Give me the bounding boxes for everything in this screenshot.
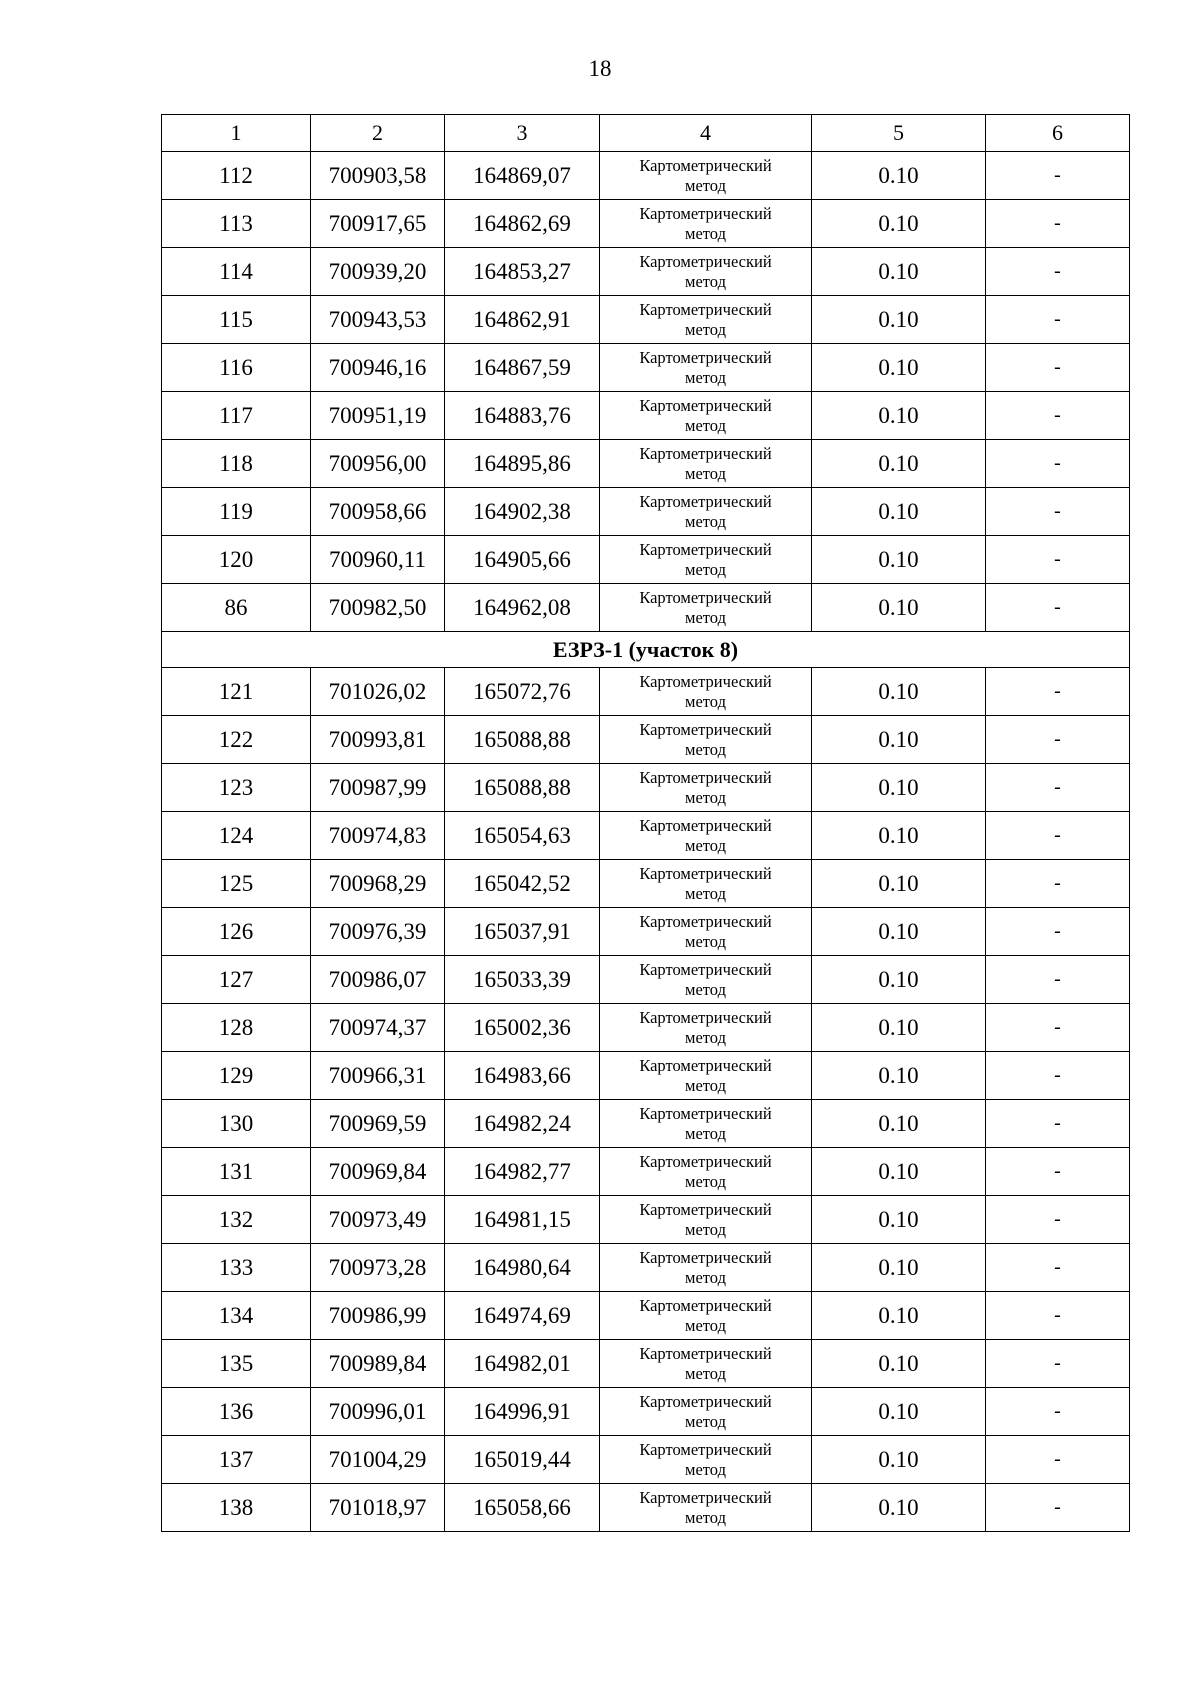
table-row xyxy=(162,860,1130,908)
section-title: ЕЗРЗ-1 (участок 8) xyxy=(162,632,1130,668)
x-coordinate: 700993,81 xyxy=(311,716,445,764)
accuracy-value: 0.10 xyxy=(812,1004,986,1052)
table-row xyxy=(162,296,1130,344)
method-text: метод xyxy=(685,931,726,951)
coordinates-table xyxy=(161,114,1130,1532)
method-text: метод xyxy=(685,1219,726,1239)
y-coordinate: 164980,64 xyxy=(445,1244,600,1292)
y-coordinate: 164974,69 xyxy=(445,1292,600,1340)
method-cell xyxy=(600,1196,812,1244)
note-value: - xyxy=(986,908,1130,956)
y-coordinate: 164905,66 xyxy=(445,536,600,584)
y-coordinate: 164853,27 xyxy=(445,248,600,296)
table-row xyxy=(162,200,1130,248)
accuracy-value: 0.10 xyxy=(812,1292,986,1340)
method-text: Картометрический xyxy=(639,1439,772,1459)
note-value: - xyxy=(986,1292,1130,1340)
accuracy-value: 0.10 xyxy=(812,392,986,440)
y-coordinate: 164867,59 xyxy=(445,344,600,392)
point-number: 132 xyxy=(162,1196,311,1244)
note-value: - xyxy=(986,1004,1130,1052)
method-text: Картометрический xyxy=(639,1391,772,1411)
method-text: метод xyxy=(685,559,726,579)
accuracy-value: 0.10 xyxy=(812,956,986,1004)
x-coordinate: 700956,00 xyxy=(311,440,445,488)
section-row xyxy=(162,632,1130,668)
method-text: Картометрический xyxy=(639,1247,772,1267)
x-coordinate: 700974,83 xyxy=(311,812,445,860)
point-number: 115 xyxy=(162,296,311,344)
x-coordinate: 700951,19 xyxy=(311,392,445,440)
x-coordinate: 700968,29 xyxy=(311,860,445,908)
table-row xyxy=(162,764,1130,812)
column-header: 6 xyxy=(986,115,1130,152)
note-value: - xyxy=(986,716,1130,764)
point-number: 122 xyxy=(162,716,311,764)
table-row xyxy=(162,956,1130,1004)
x-coordinate: 700966,31 xyxy=(311,1052,445,1100)
method-cell xyxy=(600,344,812,392)
point-number: 136 xyxy=(162,1388,311,1436)
accuracy-value: 0.10 xyxy=(812,440,986,488)
method-text: Картометрический xyxy=(639,671,772,691)
table-row xyxy=(162,1100,1130,1148)
method-text: метод xyxy=(685,511,726,531)
method-cell xyxy=(600,200,812,248)
y-coordinate: 165054,63 xyxy=(445,812,600,860)
table-row xyxy=(162,1148,1130,1196)
x-coordinate: 700958,66 xyxy=(311,488,445,536)
method-text: метод xyxy=(685,463,726,483)
method-cell xyxy=(600,812,812,860)
table-row xyxy=(162,536,1130,584)
y-coordinate: 165042,52 xyxy=(445,860,600,908)
table-row xyxy=(162,1244,1130,1292)
method-text: метод xyxy=(685,787,726,807)
method-text: Картометрический xyxy=(639,719,772,739)
accuracy-value: 0.10 xyxy=(812,716,986,764)
column-header: 4 xyxy=(600,115,812,152)
method-text: метод xyxy=(685,175,726,195)
accuracy-value: 0.10 xyxy=(812,200,986,248)
y-coordinate: 164982,01 xyxy=(445,1340,600,1388)
point-number: 123 xyxy=(162,764,311,812)
x-coordinate: 701004,29 xyxy=(311,1436,445,1484)
method-text: Картометрический xyxy=(639,443,772,463)
page-number: 18 xyxy=(588,56,612,81)
note-value: - xyxy=(986,1244,1130,1292)
method-text: Картометрический xyxy=(639,299,772,319)
method-text: Картометрический xyxy=(639,1007,772,1027)
method-cell xyxy=(600,1244,812,1292)
method-text: метод xyxy=(685,1507,726,1527)
note-value: - xyxy=(986,440,1130,488)
note-value: - xyxy=(986,1388,1130,1436)
y-coordinate: 164996,91 xyxy=(445,1388,600,1436)
y-coordinate: 164883,76 xyxy=(445,392,600,440)
method-text: метод xyxy=(685,1363,726,1383)
method-cell xyxy=(600,1388,812,1436)
point-number: 120 xyxy=(162,536,311,584)
x-coordinate: 700989,84 xyxy=(311,1340,445,1388)
method-text: Картометрический xyxy=(639,815,772,835)
x-coordinate: 700969,84 xyxy=(311,1148,445,1196)
accuracy-value: 0.10 xyxy=(812,344,986,392)
table-row xyxy=(162,812,1130,860)
accuracy-value: 0.10 xyxy=(812,1148,986,1196)
table-row xyxy=(162,668,1130,716)
point-number: 129 xyxy=(162,1052,311,1100)
method-text: метод xyxy=(685,1123,726,1143)
y-coordinate: 164981,15 xyxy=(445,1196,600,1244)
method-cell xyxy=(600,956,812,1004)
accuracy-value: 0.10 xyxy=(812,812,986,860)
method-text: Картометрический xyxy=(639,1055,772,1075)
method-text: метод xyxy=(685,691,726,711)
method-text: Картометрический xyxy=(639,1487,772,1507)
method-text: Картометрический xyxy=(639,1343,772,1363)
column-header-row xyxy=(162,115,1130,152)
method-cell xyxy=(600,668,812,716)
table-row xyxy=(162,344,1130,392)
note-value: - xyxy=(986,488,1130,536)
method-cell xyxy=(600,764,812,812)
accuracy-value: 0.10 xyxy=(812,1388,986,1436)
column-header: 5 xyxy=(812,115,986,152)
x-coordinate: 700960,11 xyxy=(311,536,445,584)
accuracy-value: 0.10 xyxy=(812,1052,986,1100)
method-text: Картометрический xyxy=(639,491,772,511)
method-text: Картометрический xyxy=(639,1103,772,1123)
x-coordinate: 700917,65 xyxy=(311,200,445,248)
point-number: 128 xyxy=(162,1004,311,1052)
point-number: 127 xyxy=(162,956,311,1004)
table-row xyxy=(162,1004,1130,1052)
accuracy-value: 0.10 xyxy=(812,296,986,344)
note-value: - xyxy=(986,1148,1130,1196)
note-value: - xyxy=(986,1340,1130,1388)
accuracy-value: 0.10 xyxy=(812,584,986,632)
y-coordinate: 164902,38 xyxy=(445,488,600,536)
accuracy-value: 0.10 xyxy=(812,1436,986,1484)
note-value: - xyxy=(986,392,1130,440)
accuracy-value: 0.10 xyxy=(812,1196,986,1244)
note-value: - xyxy=(986,1436,1130,1484)
x-coordinate: 700946,16 xyxy=(311,344,445,392)
y-coordinate: 164895,86 xyxy=(445,440,600,488)
x-coordinate: 700973,28 xyxy=(311,1244,445,1292)
x-coordinate: 701018,97 xyxy=(311,1484,445,1532)
x-coordinate: 700976,39 xyxy=(311,908,445,956)
accuracy-value: 0.10 xyxy=(812,152,986,200)
table-row xyxy=(162,908,1130,956)
method-cell xyxy=(600,584,812,632)
note-value: - xyxy=(986,956,1130,1004)
method-text: Картометрический xyxy=(639,1151,772,1171)
method-cell xyxy=(600,908,812,956)
accuracy-value: 0.10 xyxy=(812,860,986,908)
table-row xyxy=(162,1340,1130,1388)
method-text: Картометрический xyxy=(639,863,772,883)
column-header: 3 xyxy=(445,115,600,152)
column-header: 2 xyxy=(311,115,445,152)
point-number: 131 xyxy=(162,1148,311,1196)
method-cell xyxy=(600,1340,812,1388)
method-text: метод xyxy=(685,319,726,339)
accuracy-value: 0.10 xyxy=(812,1340,986,1388)
method-text: метод xyxy=(685,223,726,243)
method-text: метод xyxy=(685,739,726,759)
point-number: 138 xyxy=(162,1484,311,1532)
method-text: метод xyxy=(685,1315,726,1335)
table-row xyxy=(162,392,1130,440)
note-value: - xyxy=(986,1100,1130,1148)
point-number: 134 xyxy=(162,1292,311,1340)
method-text: метод xyxy=(685,367,726,387)
method-text: метод xyxy=(685,415,726,435)
note-value: - xyxy=(986,152,1130,200)
point-number: 86 xyxy=(162,584,311,632)
point-number: 114 xyxy=(162,248,311,296)
table-row xyxy=(162,1388,1130,1436)
accuracy-value: 0.10 xyxy=(812,488,986,536)
point-number: 117 xyxy=(162,392,311,440)
method-text: Картометрический xyxy=(639,587,772,607)
method-text: метод xyxy=(685,883,726,903)
point-number: 125 xyxy=(162,860,311,908)
accuracy-value: 0.10 xyxy=(812,668,986,716)
method-text: Картометрический xyxy=(639,959,772,979)
table-row xyxy=(162,248,1130,296)
x-coordinate: 700939,20 xyxy=(311,248,445,296)
method-text: Картометрический xyxy=(639,395,772,415)
method-text: Картометрический xyxy=(639,347,772,367)
method-cell xyxy=(600,392,812,440)
y-coordinate: 164962,08 xyxy=(445,584,600,632)
method-text: метод xyxy=(685,607,726,627)
x-coordinate: 700974,37 xyxy=(311,1004,445,1052)
method-text: метод xyxy=(685,979,726,999)
accuracy-value: 0.10 xyxy=(812,248,986,296)
method-text: метод xyxy=(685,1171,726,1191)
accuracy-value: 0.10 xyxy=(812,1484,986,1532)
table-row xyxy=(162,152,1130,200)
method-cell xyxy=(600,1052,812,1100)
method-cell xyxy=(600,1484,812,1532)
method-text: метод xyxy=(685,835,726,855)
y-coordinate: 165002,36 xyxy=(445,1004,600,1052)
method-text: Картометрический xyxy=(639,1199,772,1219)
x-coordinate: 700943,53 xyxy=(311,296,445,344)
table-row xyxy=(162,1052,1130,1100)
method-text: Картометрический xyxy=(639,911,772,931)
x-coordinate: 700986,07 xyxy=(311,956,445,1004)
y-coordinate: 165088,88 xyxy=(445,764,600,812)
x-coordinate: 700973,49 xyxy=(311,1196,445,1244)
point-number: 121 xyxy=(162,668,311,716)
y-coordinate: 165088,88 xyxy=(445,716,600,764)
table-row xyxy=(162,1484,1130,1532)
note-value: - xyxy=(986,200,1130,248)
note-value: - xyxy=(986,764,1130,812)
table-row xyxy=(162,716,1130,764)
point-number: 116 xyxy=(162,344,311,392)
accuracy-value: 0.10 xyxy=(812,1100,986,1148)
note-value: - xyxy=(986,1196,1130,1244)
x-coordinate: 700969,59 xyxy=(311,1100,445,1148)
point-number: 130 xyxy=(162,1100,311,1148)
note-value: - xyxy=(986,1052,1130,1100)
x-coordinate: 700996,01 xyxy=(311,1388,445,1436)
table-row xyxy=(162,1436,1130,1484)
note-value: - xyxy=(986,1484,1130,1532)
method-text: метод xyxy=(685,1267,726,1287)
point-number: 124 xyxy=(162,812,311,860)
note-value: - xyxy=(986,812,1130,860)
accuracy-value: 0.10 xyxy=(812,764,986,812)
method-text: метод xyxy=(685,1075,726,1095)
table-row xyxy=(162,440,1130,488)
x-coordinate: 700903,58 xyxy=(311,152,445,200)
note-value: - xyxy=(986,344,1130,392)
y-coordinate: 164869,07 xyxy=(445,152,600,200)
point-number: 119 xyxy=(162,488,311,536)
method-text: Картометрический xyxy=(639,1295,772,1315)
table-row xyxy=(162,1196,1130,1244)
note-value: - xyxy=(986,248,1130,296)
method-cell xyxy=(600,716,812,764)
method-cell xyxy=(600,860,812,908)
method-cell xyxy=(600,1148,812,1196)
method-text: метод xyxy=(685,1459,726,1479)
method-cell xyxy=(600,1004,812,1052)
method-text: метод xyxy=(685,1027,726,1047)
note-value: - xyxy=(986,668,1130,716)
point-number: 137 xyxy=(162,1436,311,1484)
y-coordinate: 164982,24 xyxy=(445,1100,600,1148)
method-text: Картометрический xyxy=(639,767,772,787)
point-number: 118 xyxy=(162,440,311,488)
x-coordinate: 701026,02 xyxy=(311,668,445,716)
note-value: - xyxy=(986,296,1130,344)
point-number: 112 xyxy=(162,152,311,200)
point-number: 135 xyxy=(162,1340,311,1388)
method-text: метод xyxy=(685,271,726,291)
point-number: 126 xyxy=(162,908,311,956)
method-cell xyxy=(600,488,812,536)
table-row xyxy=(162,488,1130,536)
y-coordinate: 164982,77 xyxy=(445,1148,600,1196)
method-text: Картометрический xyxy=(639,539,772,559)
accuracy-value: 0.10 xyxy=(812,908,986,956)
method-text: метод xyxy=(685,1411,726,1431)
method-cell xyxy=(600,440,812,488)
point-number: 133 xyxy=(162,1244,311,1292)
note-value: - xyxy=(986,584,1130,632)
accuracy-value: 0.10 xyxy=(812,536,986,584)
x-coordinate: 700986,99 xyxy=(311,1292,445,1340)
method-cell xyxy=(600,536,812,584)
method-cell xyxy=(600,152,812,200)
y-coordinate: 165033,39 xyxy=(445,956,600,1004)
method-cell xyxy=(600,296,812,344)
y-coordinate: 165037,91 xyxy=(445,908,600,956)
method-text: Картометрический xyxy=(639,203,772,223)
method-cell xyxy=(600,1436,812,1484)
table-row xyxy=(162,584,1130,632)
x-coordinate: 700982,50 xyxy=(311,584,445,632)
x-coordinate: 700987,99 xyxy=(311,764,445,812)
point-number: 113 xyxy=(162,200,311,248)
note-value: - xyxy=(986,536,1130,584)
method-text: Картометрический xyxy=(639,251,772,271)
method-cell xyxy=(600,248,812,296)
y-coordinate: 164862,69 xyxy=(445,200,600,248)
y-coordinate: 164983,66 xyxy=(445,1052,600,1100)
y-coordinate: 165058,66 xyxy=(445,1484,600,1532)
y-coordinate: 165019,44 xyxy=(445,1436,600,1484)
column-header: 1 xyxy=(162,115,311,152)
method-cell xyxy=(600,1100,812,1148)
y-coordinate: 165072,76 xyxy=(445,668,600,716)
y-coordinate: 164862,91 xyxy=(445,296,600,344)
table-row xyxy=(162,1292,1130,1340)
accuracy-value: 0.10 xyxy=(812,1244,986,1292)
note-value: - xyxy=(986,860,1130,908)
method-text: Картометрический xyxy=(639,155,772,175)
method-cell xyxy=(600,1292,812,1340)
